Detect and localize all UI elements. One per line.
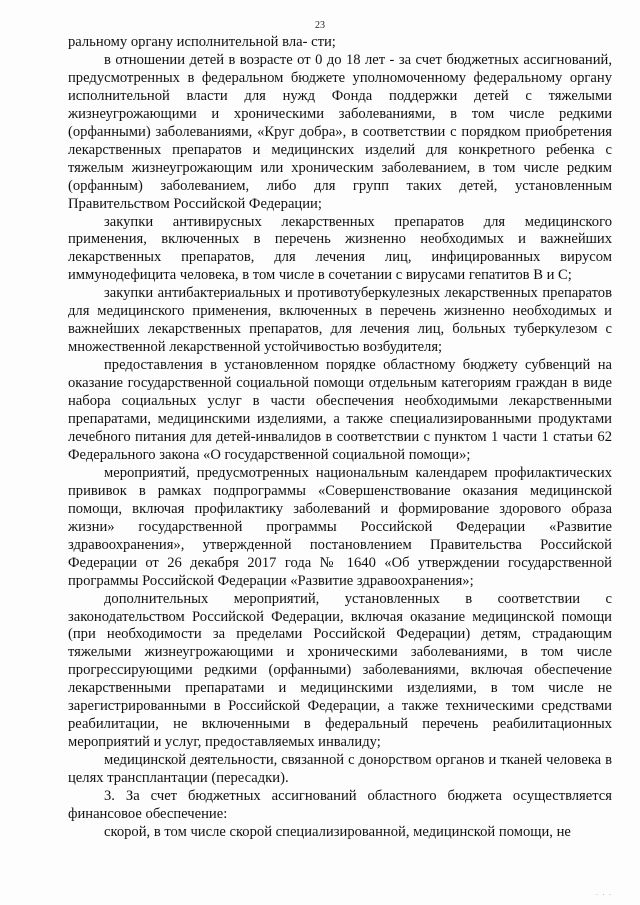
paragraph-antibacterial-purchases: закупки антибактериальных и противотуберкулезных лекарственных препаратов для медицинского применения, включенных в перечень жизненно необходимых и важнейших лекарственных препаратов, для лечения лиц, больных туберкулезом с множественной лекарственной устойчивостью возбудителя; bbox=[68, 285, 612, 356]
paragraph-antiviral-purchases: закупки антивирусных лекарственных препаратов для медицинского применения, включенных в перечень жизненно необходимых и важнейших лекарственных препаратов, для лечения лиц, инфицированных вирусом иммунодефицита человека, в том числе в сочетании с вирусами гепатитов В и С; bbox=[68, 213, 612, 284]
paragraph-organ-donation: медицинской деятельности, связанной с донорством органов и тканей человека в целях трансплантации (пересадки). bbox=[68, 752, 612, 787]
scan-edge-marks: · · · bbox=[595, 891, 612, 899]
paragraph-regional-budget: 3. За счет бюджетных ассигнований областного бюджета осуществляется финансовое обеспечение: bbox=[68, 788, 612, 822]
document-body bbox=[68, 34, 612, 842]
paragraph-subventions: предоставления в установленном порядке областному бюджету субвенций на оказание государственной социальной помощи отдельным категориям граждан в виде набора социальных услуг в части обеспечения необходимыми лекарственными препаратами, медицинскими изделиями, а также специализированными продуктами лечебного питания для детей-инвалидов в соответствии с пунктом 1 части 1 статьи 62 Федерального закона «О государственной социальной помощи»; bbox=[68, 357, 612, 463]
paragraph-vaccination-calendar: мероприятий, предусмотренных национальным календарем профилактических прививок в рамках подпрограммы «Совершенствование оказания медицинской помощи, включая профилактику заболеваний и формирование здорового образа жизни» государственной программы Российской Федерации «Развитие здравоохранения», утвержденной постановлением Правительства Российской Федерации от 26 декабря 2017 года № 1640 «Об утверждении государственной программы Российской Федерации «Развитие здравоохранения»; bbox=[68, 464, 612, 589]
page-number: 23 bbox=[315, 20, 325, 31]
paragraph-children-0-18: в отношении детей в возрасте от 0 до 18 лет - за счет бюджетных ассигнований, предусмотренных в федеральном бюджете уполномоченному федеральному органу исполнительной власти для нужд Фонда поддержки детей с тяжелыми жизнеугрожающими и хроническими заболеваниями, в том числе редкими (орфанными) заболеваниями, «Круг добра», в соответствии с порядком приобретения лекарственных препаратов и медицинских изделий для конкретного ребенка с тяжелым жизнеугрожающим или хроническим заболеванием, в том числе редким (орфанным) заболеванием, либо для групп таких детей, установленным Правительством Российской Федерации; bbox=[68, 51, 612, 212]
paragraph-emergency-care: скорой, в том числе скорой специализированной, медицинской помощи, не bbox=[104, 823, 571, 840]
paragraph-continuation: ральному органу исполнительной вла- сти; bbox=[68, 34, 336, 50]
paragraph-additional-measures: дополнительных мероприятий, установленных в соответствии с законодательством Российской Федерации, включая оказание медицинской помощи (при необходимости за пределами Российской Федерации) детям, страдающим тяжелыми жизнеугрожающими и хроническими заболеваниями, в том числе прогрессирующими редкими (орфанными) заболеваниями, включая обеспечение лекарственными препаратами и медицинскими изделиями, в том числе не зарегистрированными в Российской Федерации, а также техническими средствами реабилитации, не включенными в федеральный перечень реабилитационных мероприятий и услуг, предоставляемых инвалиду; bbox=[68, 590, 612, 751]
